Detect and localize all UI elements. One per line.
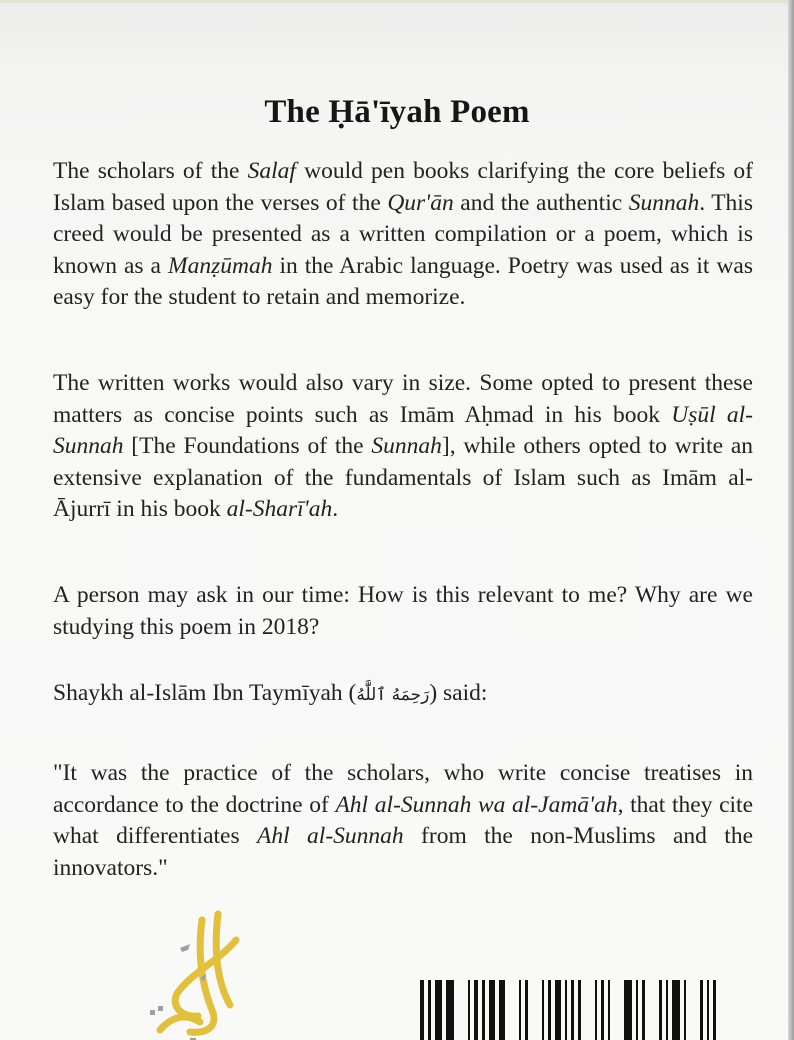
- barcode-bar: [548, 980, 551, 1040]
- text-run: from the non-Muslims and the innovators.": [53, 823, 753, 881]
- barcode-bar: [435, 980, 442, 1040]
- text-run: in the Arabic language. Poetry was used as it was easy for the student to retain and memorize.: [53, 252, 753, 310]
- italic-term: Manẓūmah: [168, 252, 273, 279]
- barcode-bar: [474, 980, 478, 1040]
- honorific-arabic: رَحِمَهُ ٱللَّٰهُ: [356, 685, 430, 705]
- barcode-bar: [608, 980, 611, 1040]
- barcode-bar: [555, 980, 561, 1040]
- text-run: The written works would also vary in size. Some opted to present these matters as concise points such as Imām Aḥmad in his book: [53, 370, 753, 428]
- publisher-logo-icon: [140, 900, 250, 1040]
- barcode-bar: [482, 980, 485, 1040]
- barcode-bar: [713, 980, 716, 1040]
- barcode-bar: [489, 980, 495, 1040]
- barcode-bar: [601, 980, 604, 1040]
- barcode-bar: [659, 980, 662, 1040]
- barcode-bar: [446, 980, 453, 1040]
- italic-term: Sunnah: [371, 433, 442, 459]
- italic-term: Ahl al-Sunnah wa al-Jamā'ah: [335, 791, 618, 818]
- barcode-bar: [700, 980, 703, 1040]
- paragraph-2: [53, 368, 753, 526]
- italic-term: Ahl al-Sunnah: [257, 823, 404, 849]
- text-run: would pen books clarifying the core beliefs of Islam based upon the verses of the: [53, 158, 754, 216]
- paragraph-3: [53, 580, 753, 643]
- quote-paragraph: [53, 758, 753, 884]
- text-run: and the authentic: [453, 189, 629, 216]
- paragraph-1: [53, 156, 753, 314]
- barcode-bar: [636, 980, 639, 1040]
- barcode-bar: [595, 980, 598, 1040]
- italic-term: Sunnah: [628, 189, 700, 216]
- text-run: A person may ask in our time: How is this relevant to me? Why are we studying this poem in 2018?: [53, 582, 753, 640]
- barcode-bar: [672, 980, 679, 1040]
- page-right-edge: [788, 0, 794, 1040]
- text-run: . This creed would be presented as a written compilation or a poem, which is known as a: [53, 189, 753, 279]
- barcode-bar: [707, 980, 710, 1040]
- text-run: ], while others opted to write an extensive explanation of the fundamentals of Islam such as Imām al-Ājurrī in his book: [53, 433, 753, 522]
- italic-term: Uṣūl al-Sunnah: [53, 401, 754, 459]
- text-run: "It was the practice of the scholars, who write concise treatises in accordance to the doctrine of: [53, 760, 753, 818]
- page-top-edge: [0, 0, 794, 3]
- barcode-bar: [525, 980, 528, 1040]
- barcode-bar: [571, 980, 574, 1040]
- barcode-bar: [499, 980, 505, 1040]
- barcode-bar: [542, 980, 545, 1040]
- barcode-bar: [666, 980, 669, 1040]
- barcode-bar: [624, 980, 631, 1040]
- text-run: , that they cite what differentiates: [53, 791, 754, 849]
- barcode-bar: [642, 980, 645, 1040]
- italic-term: Salaf: [247, 158, 296, 184]
- page-title: The Ḥā'īyah Poem: [264, 94, 530, 131]
- barcode-bar: [684, 980, 687, 1040]
- text-run: The scholars of the: [53, 158, 248, 184]
- barcode-bar: [519, 980, 522, 1040]
- text-run: [The Foundations of the: [123, 433, 372, 459]
- barcode-bar: [428, 980, 431, 1040]
- barcode-bar: [565, 980, 568, 1040]
- text-run: Shaykh al-Islām Ibn Taymīyah (: [53, 680, 357, 706]
- barcode-bar: [420, 980, 424, 1040]
- italic-term: al-Sharī'ah: [226, 496, 333, 522]
- paragraph-4: [53, 678, 753, 712]
- text-run: .: [332, 496, 339, 522]
- barcode-bar: [578, 980, 581, 1040]
- italic-term: Qur'ān: [387, 189, 454, 216]
- barcode: [420, 980, 720, 1040]
- barcode-bar: [468, 980, 471, 1040]
- text-run: ) said:: [429, 680, 488, 706]
